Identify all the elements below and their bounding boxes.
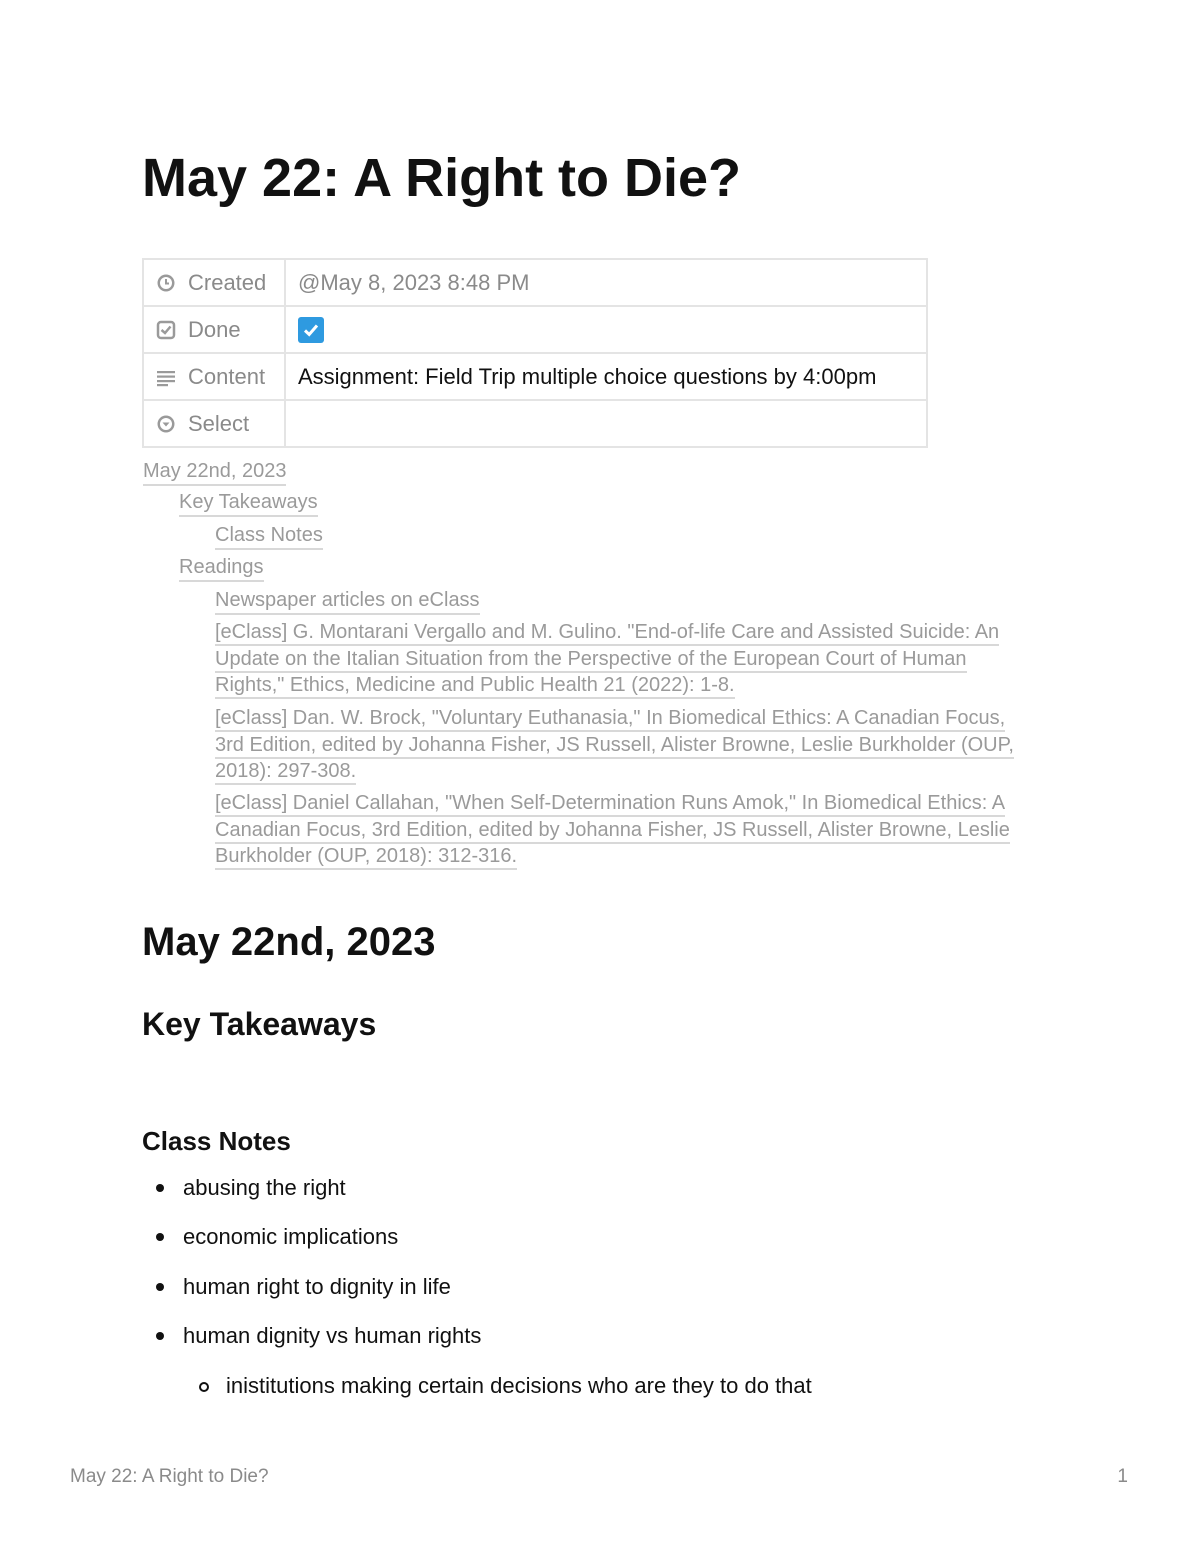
toc-link-date[interactable]: May 22nd, 2023 [143,458,286,485]
bullet-icon [156,1184,164,1192]
toc-link-reading-2[interactable]: [eClass] Dan. W. Brock, "Voluntary Euthanasia," In Biomedical Ethics: A Canadian Focus, 3rd Edition, edited by Johanna Fisher, JS Russell, Alister Browne, Leslie Burkholder (OUP, 2018): 297-308. [215,705,1050,785]
content-value[interactable]: Assignment: Field Trip multiple choice questions by 4:00pm [285,353,927,400]
text-lines-icon [156,367,176,387]
bullet-icon [156,1332,164,1340]
list-item: human right to dignity in life [142,1271,451,1303]
property-row-content [143,353,927,400]
property-label: Done [188,316,241,342]
property-name-content [143,353,285,400]
property-row-select [143,400,927,447]
property-label: Content [188,363,266,389]
list-item: economic implications [142,1221,398,1253]
property-row-done [143,306,927,353]
bullet-icon [156,1233,164,1241]
page-number: 1 [1117,1466,1128,1487]
property-name-select [143,400,285,447]
property-name-done [143,306,285,353]
properties-table [142,258,928,448]
bullet-icon [156,1283,164,1291]
property-label: Created [188,269,267,295]
toc-link-readings[interactable]: Readings [179,554,264,581]
done-value [285,306,927,353]
toc-link-class-notes[interactable]: Class Notes [215,522,323,549]
heading-key-takeaways: Key Takeaways [142,1006,377,1042]
list-item: human dignity vs human rights [142,1320,481,1352]
select-circle-icon [156,414,176,434]
property-row-created [143,259,927,306]
select-value[interactable] [285,400,927,447]
clock-icon [156,273,176,293]
page-title: May 22: A Right to Die? [142,148,742,208]
heading-class-notes: Class Notes [142,1126,291,1156]
footer-title: May 22: A Right to Die? [70,1466,269,1487]
toc-link-reading-1[interactable]: [eClass] G. Montarani Vergallo and M. Gulino. "End-of-life Care and Assisted Suicide: An Update on the Italian Situation from the Perspective of the European Court of Human Rights," Ethics, Medicine and Public Health 21 (2022): 1-8. [215,619,1050,699]
toc-link-newspaper[interactable]: Newspaper articles on eClass [215,587,480,614]
done-checkbox[interactable] [298,317,324,343]
list-item-nested: inistitutions making certain decisions who are they to do that [142,1370,812,1402]
list-item: abusing the right [142,1172,346,1204]
checkmark-icon [302,321,320,339]
created-value[interactable]: @May 8, 2023 8:48 PM [285,259,927,306]
hollow-bullet-icon [199,1382,209,1392]
property-name-created [143,259,285,306]
heading-date: May 22nd, 2023 [142,920,436,964]
toc-link-key-takeaways[interactable]: Key Takeaways [179,489,318,516]
toc-link-reading-3[interactable]: [eClass] Daniel Callahan, "When Self-Determination Runs Amok," In Biomedical Ethics: A Canadian Focus, 3rd Edition, edited by Johanna Fisher, JS Russell, Alister Browne, Leslie Burkholder (OUP, 2018): 312-316. [215,790,1050,870]
checkbox-icon [156,320,176,340]
property-label: Select [188,410,250,436]
